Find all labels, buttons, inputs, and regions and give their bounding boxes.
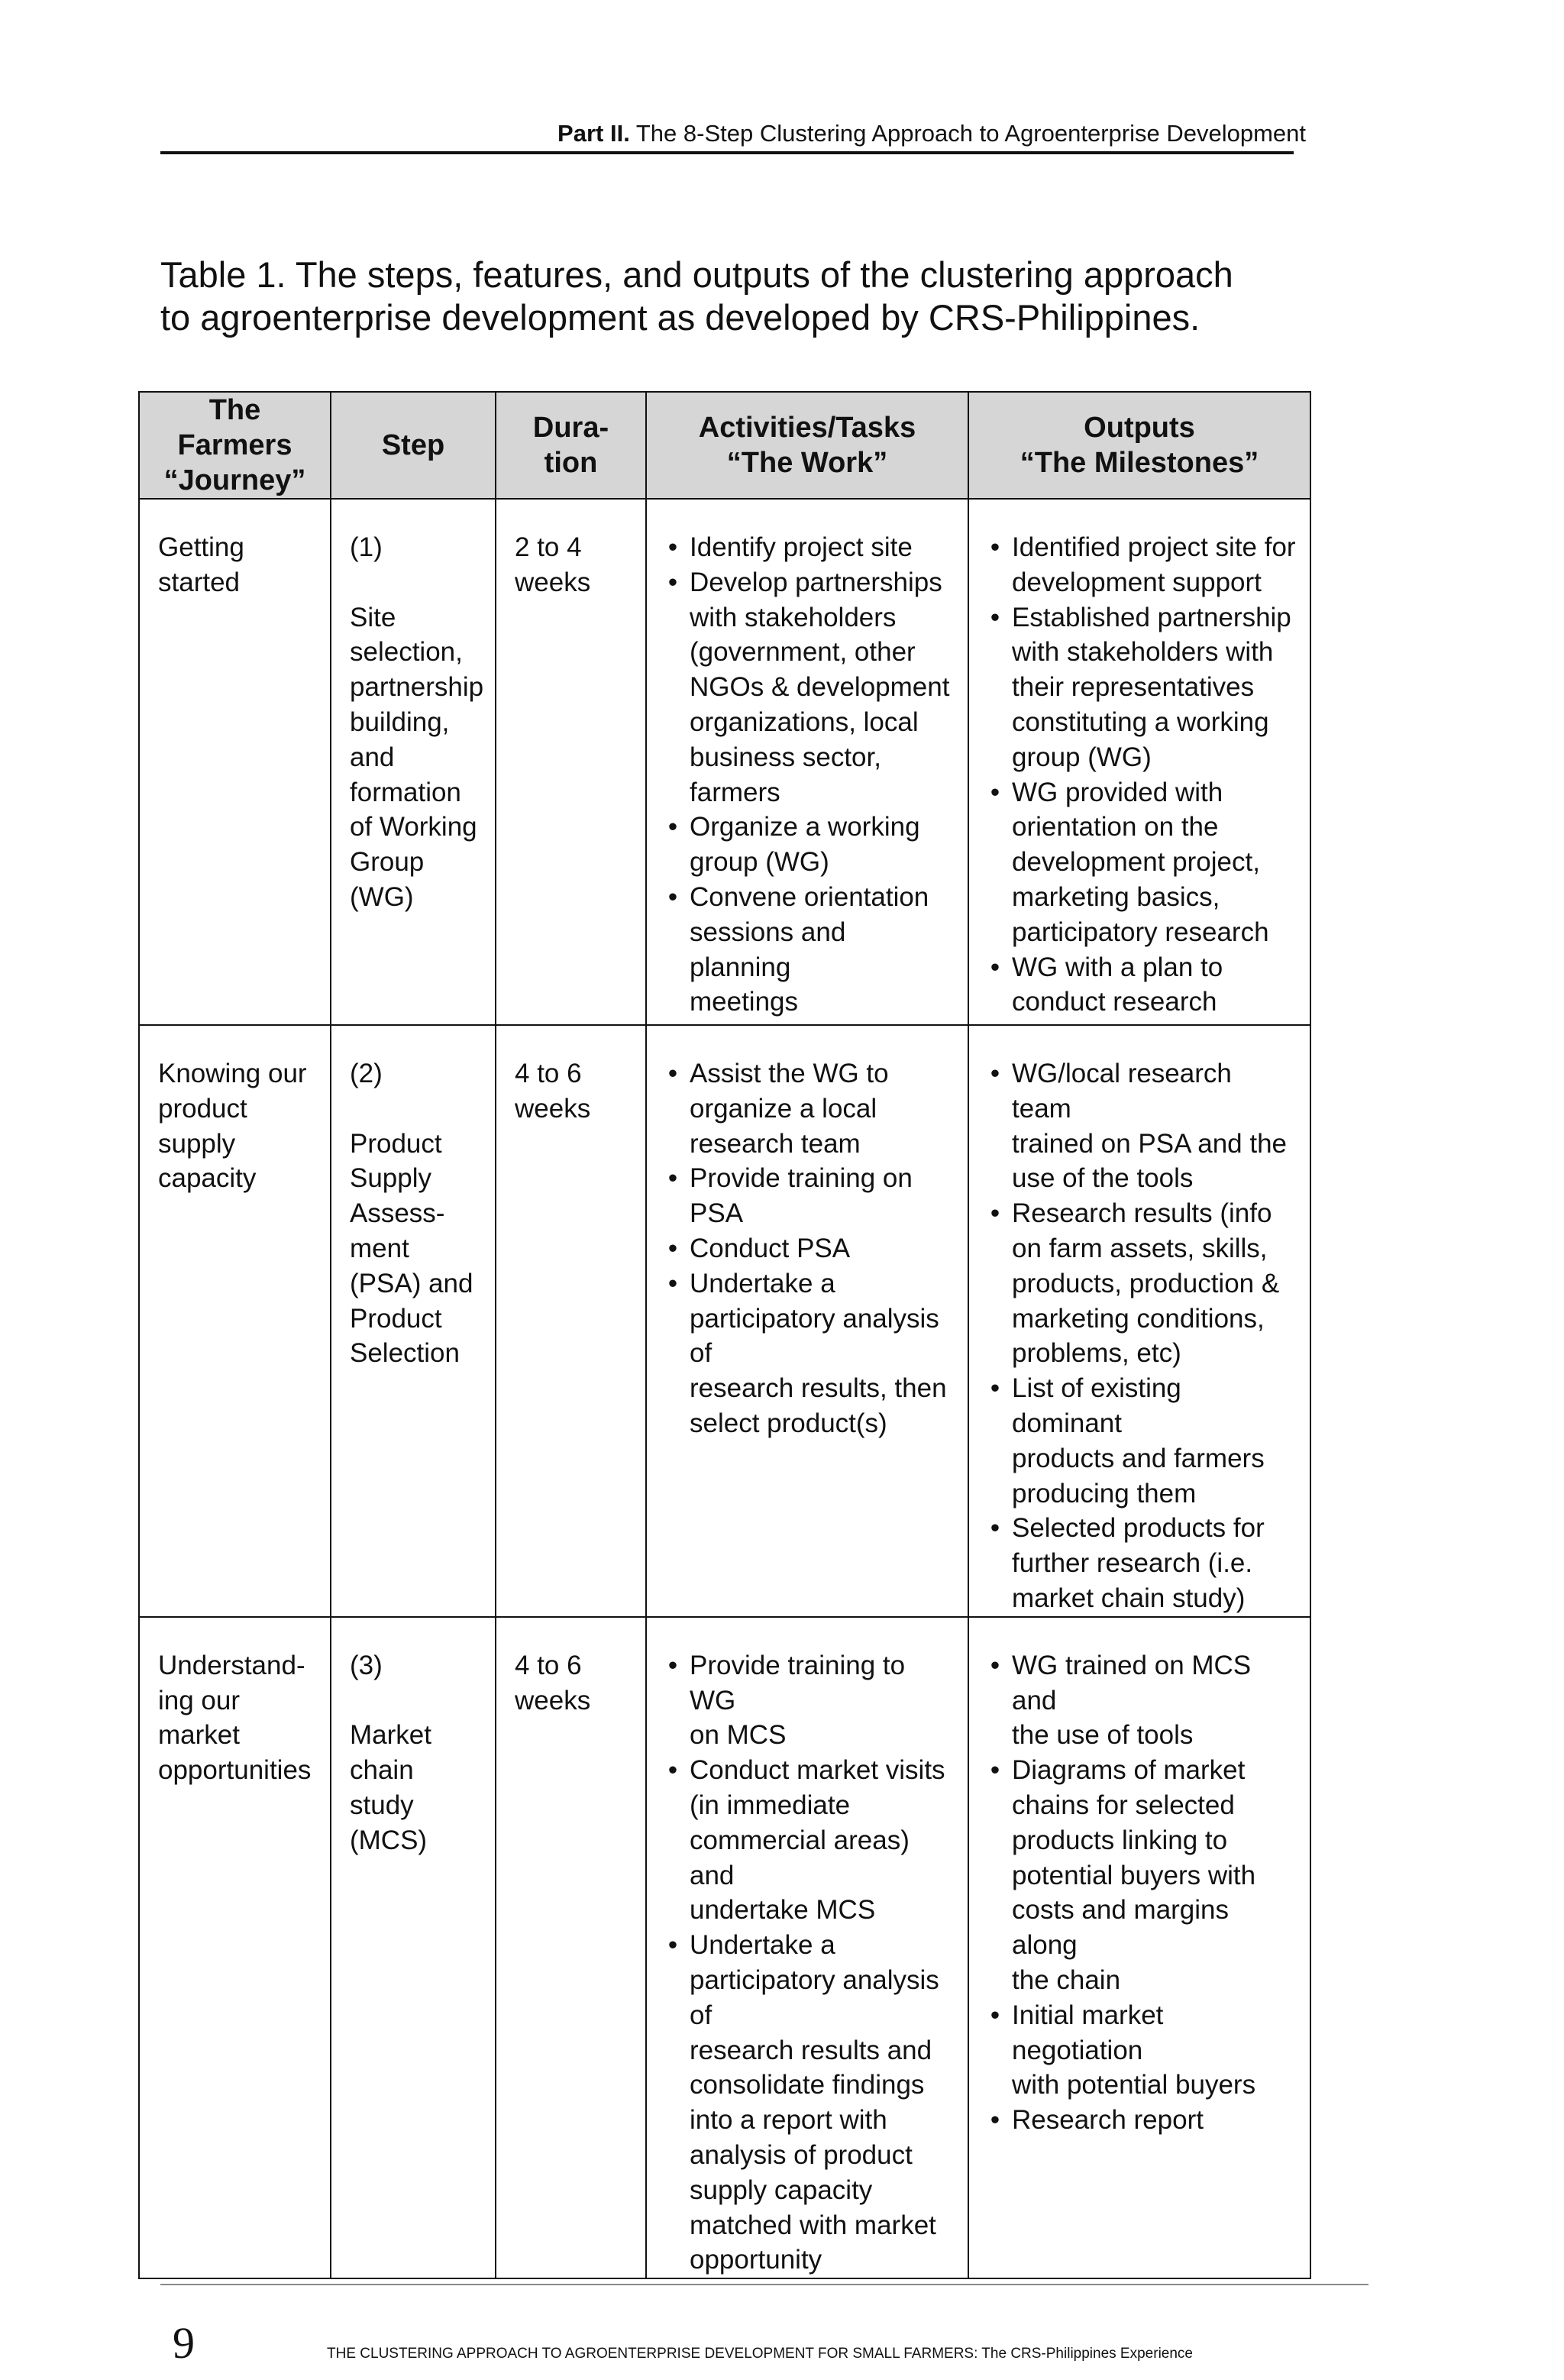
activities-list xyxy=(665,1056,954,1441)
header-rule xyxy=(160,151,1294,154)
activity-item xyxy=(665,1753,954,1928)
activities-cell xyxy=(646,1617,968,2278)
output-text: Selected products for further research (i.e. market chain study) xyxy=(1012,1513,1265,1613)
duration-cell: 2 to 4 weeks xyxy=(496,499,646,1025)
bullet-icon: • xyxy=(667,1268,678,1298)
journey-cell: Getting started xyxy=(139,499,331,1025)
output-text: Research results (info on farm assets, skills, products, production & marketing conditions, problems, etc) xyxy=(1012,1198,1280,1369)
output-text: WG trained on MCS and the use of tools xyxy=(1012,1650,1252,1751)
bullet-icon: • xyxy=(990,1650,1000,1680)
activity-text: Identify project site xyxy=(690,532,913,562)
output-item xyxy=(987,1196,1296,1371)
table-row xyxy=(139,1025,1310,1617)
running-header-part: Part II. xyxy=(557,120,630,147)
bullet-icon: • xyxy=(990,2000,1000,2030)
header-activities: Activities/Tasks “The Work” xyxy=(646,392,968,499)
bullet-icon: • xyxy=(990,602,1000,632)
bullet-icon: • xyxy=(667,881,678,912)
caption-line-2: to agroenterprise development as developed by CRS-Philippines. xyxy=(160,297,1200,338)
step-cell: (2) Product Supply Assess- ment (PSA) and Product Selection xyxy=(331,1025,496,1617)
output-item xyxy=(987,950,1296,1020)
activity-text: Undertake a participatory analysis of research results and consolidate findings into a report with analysis of product supply capacity matched with market opportunity xyxy=(690,1930,939,2275)
output-item xyxy=(987,1648,1296,1753)
bullet-icon: • xyxy=(990,1373,1000,1404)
bullet-icon: • xyxy=(667,1163,678,1194)
activities-list xyxy=(665,1648,954,2278)
bullet-icon: • xyxy=(667,1650,678,1680)
bullet-icon: • xyxy=(990,2105,1000,2136)
outputs-cell xyxy=(968,1617,1310,2278)
journey-cell: Knowing our product supply capacity xyxy=(139,1025,331,1617)
output-item xyxy=(987,1511,1296,1615)
footer-title: THE CLUSTERING APPROACH TO AGROENTERPRISE DEVELOPMENT FOR SMALL FARMERS: The CRS-Philippines Experience xyxy=(327,2346,1193,2362)
activity-item xyxy=(665,1231,954,1266)
output-item xyxy=(987,1056,1296,1196)
outputs-cell xyxy=(968,1025,1310,1617)
bullet-icon: • xyxy=(990,777,1000,807)
activity-text: Convene orientation sessions and planning meetings xyxy=(690,881,929,1017)
bullet-icon: • xyxy=(667,1233,678,1263)
output-item xyxy=(987,600,1296,775)
output-item xyxy=(987,2103,1296,2138)
output-text: Established partnership with stakeholders with their representatives constituting a working group (WG) xyxy=(1012,602,1291,772)
output-text: List of existing dominant products and farmers producing them xyxy=(1012,1373,1265,1509)
bullet-icon: • xyxy=(990,1059,1000,1088)
footer-rule xyxy=(160,2284,1368,2285)
table-header-row xyxy=(139,392,1310,499)
activity-item xyxy=(665,880,954,1020)
outputs-list xyxy=(987,530,1296,1020)
output-text: Initial market negotiation with potential buyers xyxy=(1012,2000,1256,2100)
bullet-icon: • xyxy=(667,812,678,842)
activity-item xyxy=(665,1928,954,2278)
output-text: Identified project site for development support xyxy=(1012,532,1296,597)
running-header xyxy=(160,118,1306,149)
activities-cell xyxy=(646,499,968,1025)
activity-text: Conduct market visits (in immediate commercial areas) and undertake MCS xyxy=(690,1755,945,1926)
bullet-icon: • xyxy=(667,1755,678,1786)
activity-text: Organize a working group (WG) xyxy=(690,812,920,878)
bullet-icon: • xyxy=(667,1930,678,1961)
activity-item xyxy=(665,810,954,880)
output-item xyxy=(987,1753,1296,1998)
bullet-icon: • xyxy=(990,952,1000,982)
output-item xyxy=(987,530,1296,600)
table-row xyxy=(139,499,1310,1025)
output-text: WG/local research team trained on PSA and the use of the tools xyxy=(1012,1059,1287,1194)
steps-table xyxy=(138,391,1311,2279)
output-item xyxy=(987,1371,1296,1511)
running-header-title: The 8-Step Clustering Approach to Agroenterprise Development xyxy=(635,120,1306,147)
header-step: Step xyxy=(331,392,496,499)
output-text: Research report xyxy=(1012,2105,1204,2136)
activity-text: Provide training to WG on MCS xyxy=(690,1650,906,1751)
bullet-icon: • xyxy=(990,1198,1000,1229)
bullet-icon: • xyxy=(990,1513,1000,1544)
header-duration: Dura- tion xyxy=(496,392,646,499)
header-journey: The Farmers “Journey” xyxy=(139,392,331,499)
step-cell: (1) Site selection, partnership building, and formation of Working Group (WG) xyxy=(331,499,496,1025)
output-text: WG with a plan to conduct research xyxy=(1012,952,1223,1017)
outputs-cell xyxy=(968,499,1310,1025)
activity-item xyxy=(665,530,954,565)
bullet-icon: • xyxy=(667,1059,678,1088)
activity-text: Develop partnerships with stakeholders (government, other NGOs & development organizations, local business sector, farmers xyxy=(690,567,950,807)
duration-cell: 4 to 6 weeks xyxy=(496,1025,646,1617)
activity-text: Provide training on PSA xyxy=(690,1163,913,1229)
activity-item xyxy=(665,1056,954,1161)
activity-text: Undertake a participatory analysis of research results, then select product(s) xyxy=(690,1268,947,1438)
caption-line-1: Table 1. The steps, features, and outputs of the clustering approach xyxy=(160,254,1233,295)
journey-cell: Understand- ing our market opportunities xyxy=(139,1617,331,2278)
bullet-icon: • xyxy=(990,1755,1000,1786)
activity-text: Assist the WG to organize a local research team xyxy=(690,1059,889,1159)
output-item xyxy=(987,1998,1296,2103)
activities-cell xyxy=(646,1025,968,1617)
bullet-icon: • xyxy=(990,532,1000,562)
step-cell: (3) Market chain study (MCS) xyxy=(331,1617,496,2278)
activity-item xyxy=(665,565,954,810)
activity-text: Conduct PSA xyxy=(690,1233,851,1263)
page-number: 9 xyxy=(173,2318,195,2368)
outputs-list xyxy=(987,1056,1296,1616)
output-text: WG provided with orientation on the development project, marketing basics, participatory research xyxy=(1012,777,1269,947)
output-text: Diagrams of market chains for selected products linking to potential buyers with costs and margins along the chain xyxy=(1012,1755,1256,1995)
bullet-icon: • xyxy=(667,532,678,562)
activity-item xyxy=(665,1266,954,1441)
duration-cell: 4 to 6 weeks xyxy=(496,1617,646,2278)
output-item xyxy=(987,775,1296,950)
table-row xyxy=(139,1617,1310,2278)
bullet-icon: • xyxy=(667,567,678,597)
table-caption xyxy=(160,254,1352,339)
activity-item xyxy=(665,1161,954,1231)
activity-item xyxy=(665,1648,954,1753)
activities-list xyxy=(665,530,954,1020)
header-outputs: Outputs “The Milestones” xyxy=(968,392,1310,499)
outputs-list xyxy=(987,1648,1296,2138)
